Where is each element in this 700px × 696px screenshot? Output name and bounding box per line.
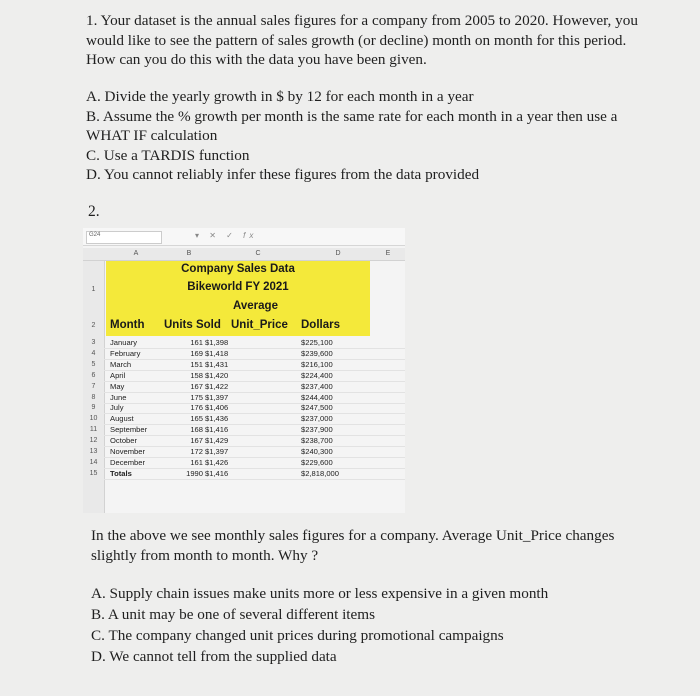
row-number: 1 <box>91 286 96 293</box>
cell-price: $1,397 <box>205 447 229 456</box>
row-number: 8 <box>91 393 96 401</box>
cell-price: $1,426 <box>205 457 229 467</box>
q2-option-c[interactable]: C. The company changed unit prices during promotional campaigns <box>91 627 504 644</box>
cell-units: 165 <box>190 414 203 424</box>
cell-units: 176 <box>190 403 203 413</box>
cell-units: 161 <box>190 457 203 467</box>
cell-price: $1,397 <box>205 392 229 402</box>
cell-dollars: $224,400 <box>301 370 333 380</box>
row-number: 11 <box>89 426 98 434</box>
row-number: 12 <box>89 437 98 445</box>
column-headers <box>83 248 405 261</box>
cell-price: $1,429 <box>205 436 229 446</box>
question-2-options <box>91 583 631 667</box>
cell-dollars: $2,818,000 <box>301 468 340 478</box>
cell-price: $1,431 <box>205 359 229 369</box>
grid-line <box>104 424 405 425</box>
q1-option-d[interactable]: D. You cannot reliably infer these figures from the data provided <box>86 166 480 183</box>
cell-month: April <box>110 370 126 380</box>
q2-option-a[interactable]: A. Supply chain issues make units more or less expensive in a given month <box>91 585 549 602</box>
cell-price: $1,416 <box>205 425 229 435</box>
cell-month: July <box>110 403 124 413</box>
cell-price: $1,420 <box>205 370 229 380</box>
cell-month: October <box>110 436 138 446</box>
cell-month: November <box>110 447 146 456</box>
cell-units: 158 <box>190 370 203 380</box>
grid-line <box>104 392 405 393</box>
cell-dollars: $240,300 <box>301 447 333 456</box>
grid-line <box>104 468 405 469</box>
row-number: 3 <box>91 339 96 346</box>
col-header-a: A <box>133 250 139 257</box>
cell-month: May <box>110 381 125 391</box>
q2-option-d[interactable]: D. We cannot tell from the supplied data <box>91 648 337 665</box>
cell-dollars: $229,600 <box>301 457 333 467</box>
grid-line <box>104 479 405 480</box>
sheet-title: Company Sales Data <box>181 263 295 275</box>
question-1-prompt: 1. Your dataset is the annual sales figures for a company from 2005 to 2020. However, you would like to see the pattern of sales growth (or decline) month on month for this period. How can you do this with the data you have been given. <box>86 12 638 68</box>
question-1-options <box>86 87 646 185</box>
cell-dollars: $225,100 <box>301 338 333 347</box>
cell-units: 151 <box>190 359 203 369</box>
grid-line <box>104 381 405 382</box>
formula-bar <box>83 228 405 246</box>
cell-units: 1990 <box>186 468 203 478</box>
row-number: 6 <box>91 371 96 379</box>
row-number: 5 <box>91 360 96 368</box>
header-units: Units Sold <box>164 319 221 331</box>
cell-month: December <box>110 457 146 467</box>
cell-price: $1,422 <box>205 381 229 391</box>
grid-line <box>104 348 405 349</box>
sheet-average-label: Average <box>233 300 278 312</box>
cell-month: June <box>110 392 127 402</box>
cell-month: Totals <box>110 468 132 478</box>
cell-dollars: $237,000 <box>301 414 333 424</box>
col-header-d: D <box>335 250 341 257</box>
cell-dollars: $237,900 <box>301 425 333 435</box>
cell-month: August <box>110 414 134 424</box>
cell-units: 169 <box>190 348 203 358</box>
q1-option-b[interactable]: B. Assume the % growth per month is the same rate for each month in a year then use a WHAT IF calculation <box>86 107 618 144</box>
cell-month: March <box>110 359 132 369</box>
row-number: 2 <box>91 322 96 329</box>
cell-units: 172 <box>190 447 203 456</box>
row-number: 14 <box>89 458 98 466</box>
row-number: 10 <box>89 415 98 423</box>
header-price: Unit_Price <box>231 319 288 331</box>
q2-option-b[interactable]: B. A unit may be one of several different items <box>91 606 375 623</box>
cell-dollars: $238,700 <box>301 436 333 446</box>
col-header-b: B <box>186 250 192 257</box>
cell-units: 167 <box>190 436 203 446</box>
grid-line <box>104 403 405 404</box>
cell-price: $1,398 <box>205 338 229 347</box>
cell-price: $1,406 <box>205 403 229 413</box>
formula-icons: ▾ ✕ ✓ fx <box>195 231 258 240</box>
grid-line <box>104 446 405 447</box>
cell-units: 168 <box>190 425 203 435</box>
question-2-prompt: In the above we see monthly sales figures for a company. Average Unit_Price changes slightly from month to month. Why ? <box>91 527 615 564</box>
cell-dollars: $239,600 <box>301 348 333 358</box>
name-box: G24 <box>86 231 162 244</box>
cell-price: $1,436 <box>205 414 229 424</box>
header-month: Month <box>110 319 145 331</box>
cell-dollars: $247,500 <box>301 403 333 413</box>
q1-option-c[interactable]: C. Use a TARDIS function <box>86 146 250 164</box>
grid-line <box>104 359 405 360</box>
row-number: 9 <box>91 404 96 412</box>
grid-line <box>104 413 405 414</box>
col-header-e: E <box>385 250 391 257</box>
cell-month: September <box>110 425 148 435</box>
row-number: 15 <box>89 469 98 477</box>
question-2-number: 2. <box>88 203 100 220</box>
cell-dollars: $244,400 <box>301 392 333 402</box>
cell-price: $1,418 <box>205 348 229 358</box>
cell-price: $1,416 <box>205 468 229 478</box>
cell-month: February <box>110 348 141 358</box>
sheet-subtitle: Bikeworld FY 2021 <box>187 281 289 293</box>
cell-dollars: $237,400 <box>301 381 333 391</box>
cell-dollars: $216,100 <box>301 359 333 369</box>
spreadsheet-image <box>83 228 405 513</box>
grid-line <box>104 435 405 436</box>
cell-units: 161 <box>190 338 203 347</box>
row-number: 13 <box>89 448 98 455</box>
cell-units: 167 <box>190 381 203 391</box>
header-dollars: Dollars <box>301 319 340 331</box>
col-header-c: C <box>255 250 261 257</box>
cell-units: 175 <box>190 392 203 402</box>
row-number: 4 <box>91 349 96 357</box>
grid-line <box>104 457 405 458</box>
q1-option-a[interactable]: A. Divide the yearly growth in $ by 12 for each month in a year <box>86 88 474 105</box>
row-number: 7 <box>91 382 96 390</box>
grid-line <box>104 370 405 371</box>
cell-month: January <box>110 338 138 347</box>
